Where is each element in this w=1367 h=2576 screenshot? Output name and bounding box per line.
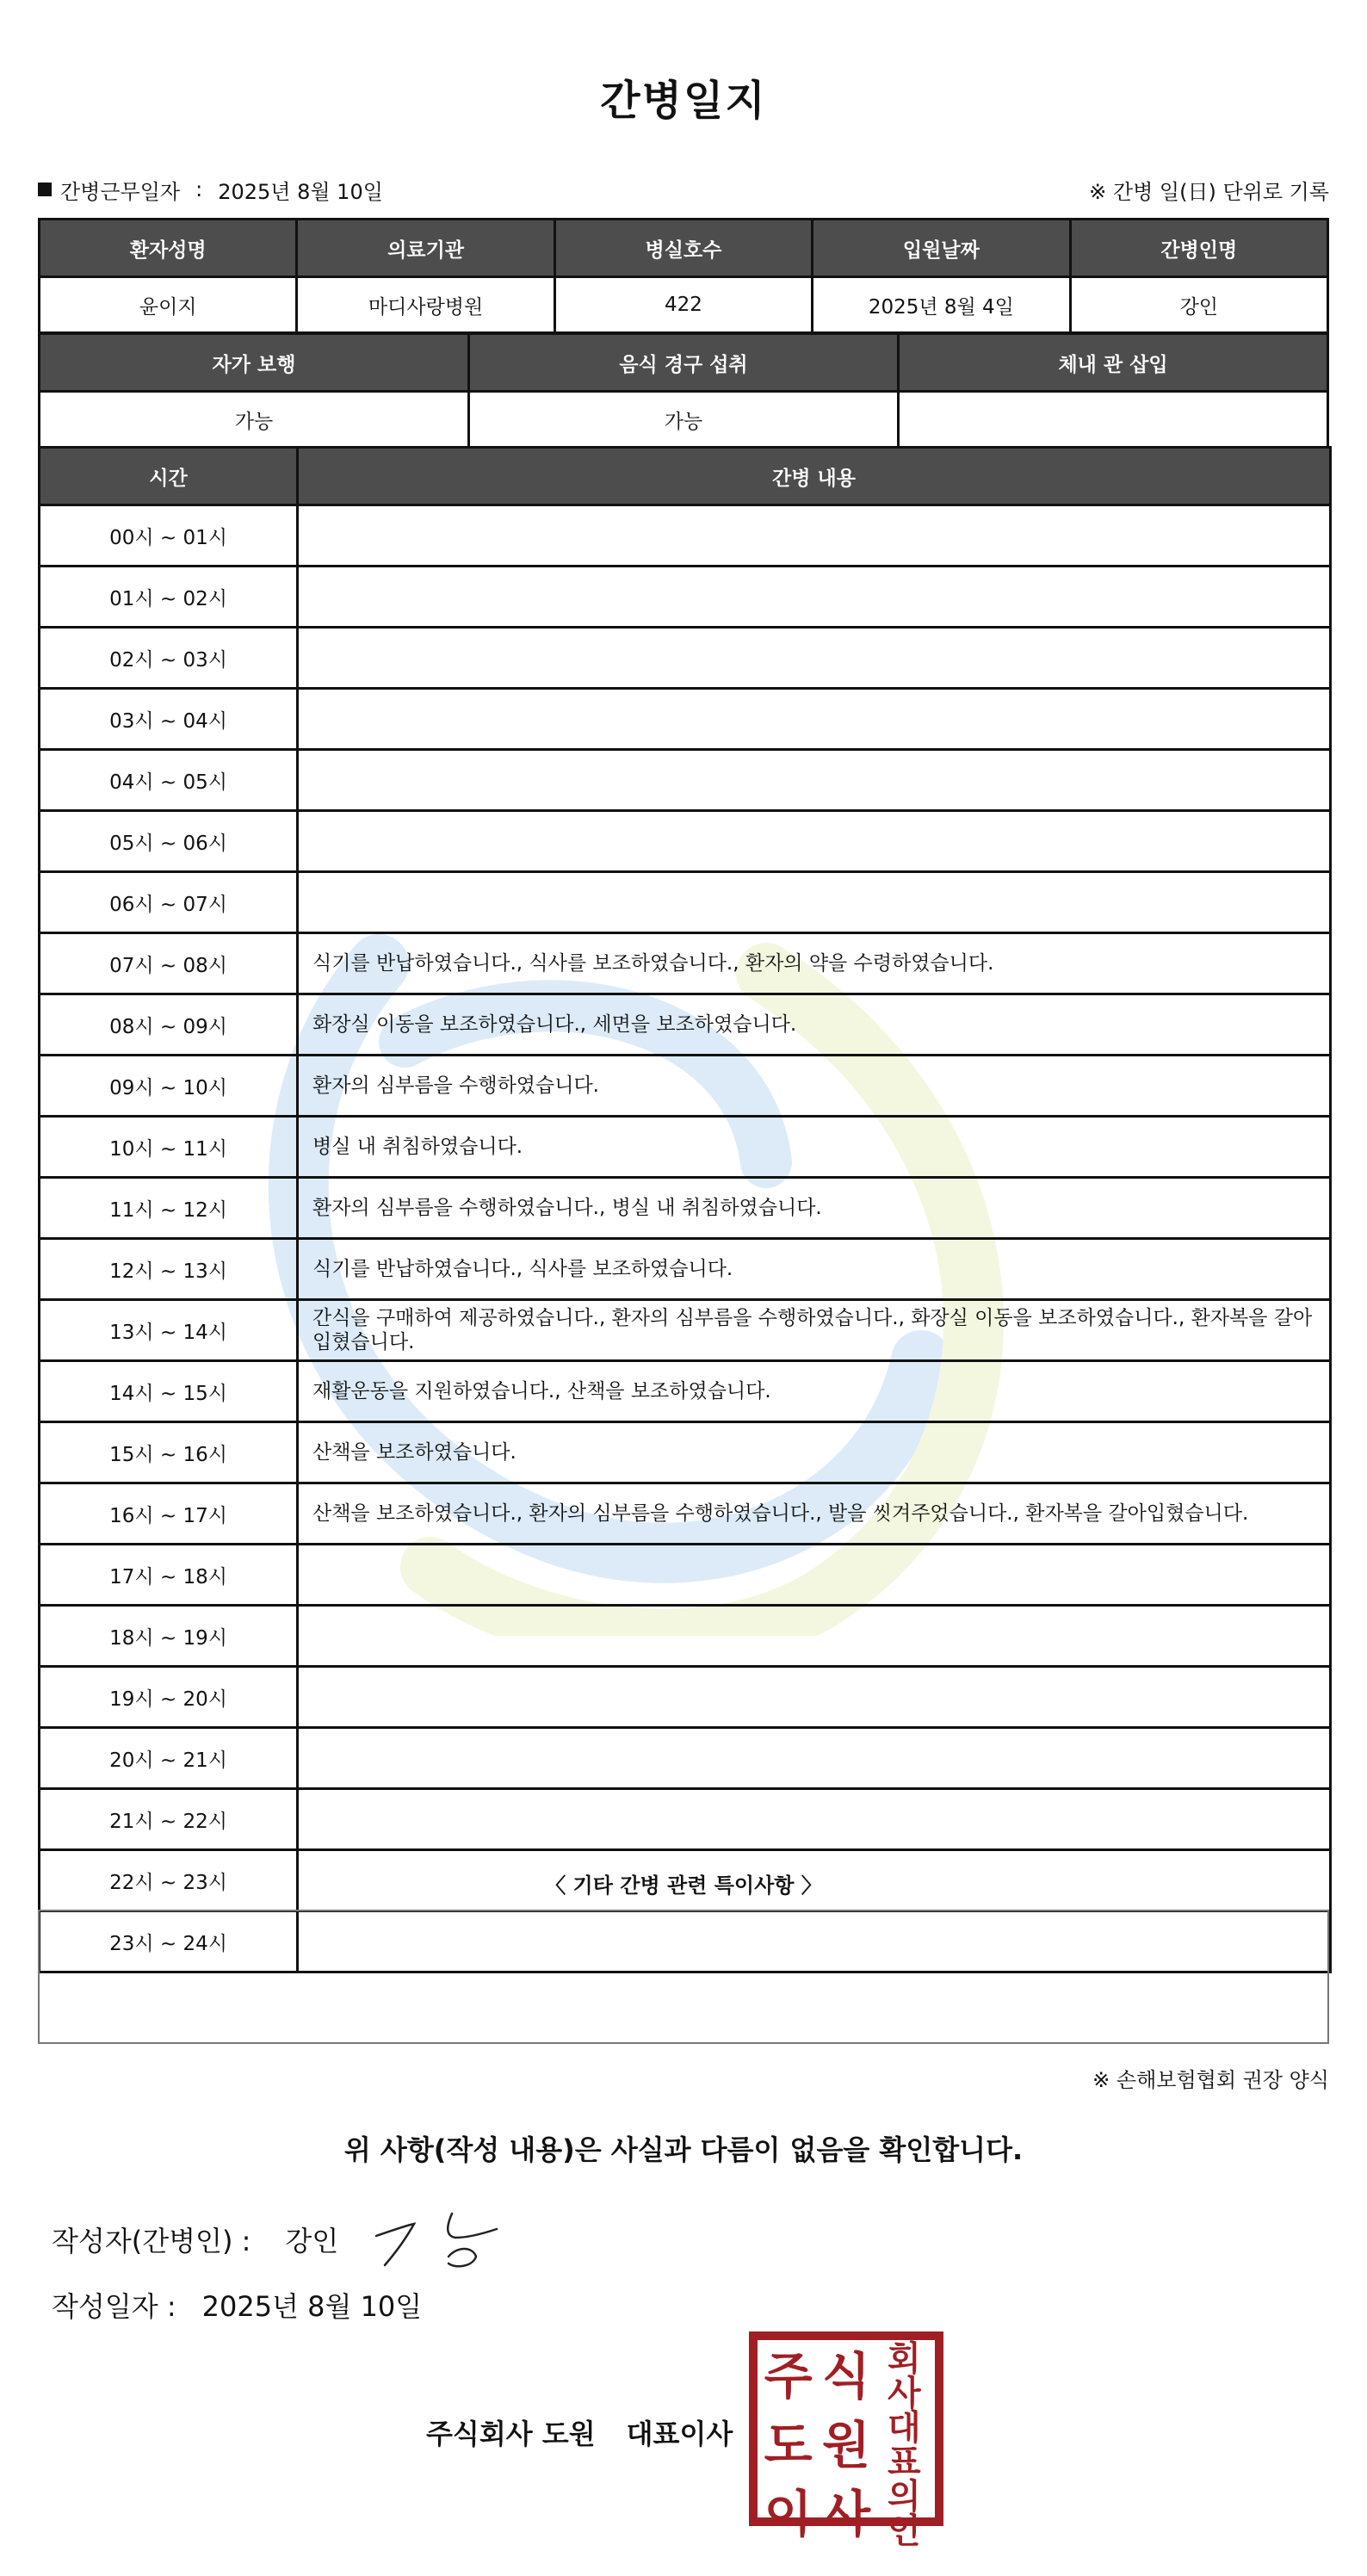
care-content bbox=[298, 750, 1331, 811]
header-tube: 체내 관 삽입 bbox=[899, 334, 1328, 392]
care-log-header-row bbox=[40, 448, 1331, 505]
care-log-row bbox=[40, 872, 1331, 933]
care-log-row bbox=[40, 933, 1331, 994]
work-date-group bbox=[38, 175, 383, 205]
time-slot: 11시 ~ 12시 bbox=[40, 1178, 298, 1239]
care-log-row bbox=[40, 1545, 1331, 1606]
meta-row bbox=[38, 174, 1329, 205]
time-slot: 13시 ~ 14시 bbox=[40, 1300, 298, 1361]
header-admission-date: 입원날짜 bbox=[813, 220, 1070, 277]
care-log-body bbox=[40, 505, 1331, 1972]
room-number: 422 bbox=[554, 277, 812, 333]
care-log-row bbox=[40, 505, 1331, 567]
care-log-row bbox=[40, 567, 1331, 628]
care-content bbox=[298, 505, 1331, 567]
time-slot: 17시 ~ 18시 bbox=[40, 1545, 298, 1606]
time-slot: 02시 ~ 03시 bbox=[40, 628, 298, 689]
patient-status-table bbox=[38, 332, 1329, 449]
unit-note: ※ 간병 일(日) 단위로 기록 bbox=[1089, 179, 1329, 204]
page-title: 간병일지 bbox=[600, 77, 767, 125]
care-content bbox=[298, 1789, 1331, 1850]
write-date: 2025년 8월 10일 bbox=[201, 2290, 423, 2323]
care-log-row bbox=[40, 1300, 1331, 1361]
writer-line bbox=[52, 2220, 338, 2259]
patient-header-row bbox=[40, 220, 1328, 277]
care-content: 식기를 반납하였습니다., 식사를 보조하였습니다., 환자의 약을 수령하였습니다. bbox=[298, 933, 1331, 994]
care-log-row bbox=[40, 1422, 1331, 1483]
tube-status bbox=[899, 392, 1328, 448]
seal-char: 도 bbox=[764, 2416, 813, 2474]
status-value-row bbox=[40, 392, 1328, 448]
time-slot: 06시 ~ 07시 bbox=[40, 872, 298, 933]
patient-name: 윤이지 bbox=[40, 277, 297, 333]
header-caregiver: 간병인명 bbox=[1070, 220, 1327, 277]
hospital: 마디사랑병원 bbox=[297, 277, 554, 333]
square-bullet-icon bbox=[38, 183, 52, 196]
status-header-row bbox=[40, 334, 1328, 392]
recommendation-note: ※ 손해보험협회 권장 양식 bbox=[1092, 2068, 1329, 2092]
care-content: 환자의 심부름을 수행하였습니다. bbox=[298, 1056, 1331, 1117]
header-patient-name: 환자성명 bbox=[40, 220, 297, 277]
time-slot: 18시 ~ 19시 bbox=[40, 1606, 298, 1667]
care-content: 재활운동을 지원하였습니다., 산책을 보조하였습니다. bbox=[298, 1361, 1331, 1422]
company-title: 대표이사 bbox=[626, 2418, 733, 2450]
care-content: 화장실 이동을 보조하였습니다., 세면을 보조하였습니다. bbox=[298, 994, 1331, 1056]
care-log-row bbox=[40, 628, 1331, 689]
time-slot: 16시 ~ 17시 bbox=[40, 1483, 298, 1545]
care-content bbox=[298, 567, 1331, 628]
header-hospital: 의료기관 bbox=[297, 220, 554, 277]
seal-char: 의인 bbox=[888, 2477, 921, 2551]
care-log-row bbox=[40, 1483, 1331, 1545]
write-date-line bbox=[52, 2285, 422, 2325]
time-slot: 08시 ~ 09시 bbox=[40, 994, 298, 1056]
time-slot: 10시 ~ 11시 bbox=[40, 1117, 298, 1178]
time-slot: 23시 ~ 24시 bbox=[40, 1911, 298, 1972]
care-content: 환자의 심부름을 수행하였습니다., 병실 내 취침하였습니다. bbox=[298, 1178, 1331, 1239]
seal-char: 식 bbox=[821, 2347, 870, 2406]
care-content: 산책을 보조하였습니다., 환자의 심부름을 수행하였습니다., 발을 씻겨주었습니다., 환자복을 갈아입혔습니다. bbox=[298, 1483, 1331, 1545]
patient-value-row bbox=[40, 277, 1328, 333]
header-time: 시간 bbox=[40, 448, 298, 505]
company-seal-stamp bbox=[749, 2331, 943, 2551]
work-date-label: 간병근무일자 bbox=[60, 179, 181, 204]
care-log-row bbox=[40, 1117, 1331, 1178]
patient-info-table bbox=[38, 218, 1329, 334]
time-slot: 07시 ~ 08시 bbox=[40, 933, 298, 994]
care-log-row bbox=[40, 1239, 1331, 1300]
time-slot: 03시 ~ 04시 bbox=[40, 689, 298, 750]
time-slot: 15시 ~ 16시 bbox=[40, 1422, 298, 1483]
time-slot: 04시 ~ 05시 bbox=[40, 750, 298, 811]
care-content bbox=[298, 872, 1331, 933]
care-log-row bbox=[40, 1361, 1331, 1422]
seal-char: 회사 bbox=[888, 2339, 921, 2413]
time-slot: 22시 ~ 23시 bbox=[40, 1850, 298, 1911]
time-slot: 19시 ~ 20시 bbox=[40, 1667, 298, 1728]
care-log-row bbox=[40, 750, 1331, 811]
caregiver-name: 강인 bbox=[1070, 277, 1327, 333]
time-slot: 00시 ~ 01시 bbox=[40, 505, 298, 567]
time-slot: 20시 ~ 21시 bbox=[40, 1728, 298, 1789]
care-content bbox=[298, 1728, 1331, 1789]
header-content: 간병 내용 bbox=[298, 448, 1331, 505]
time-slot: 09시 ~ 10시 bbox=[40, 1056, 298, 1117]
seal-char: 주 bbox=[764, 2347, 813, 2406]
seal-char: 사 bbox=[821, 2485, 870, 2543]
header-oral-intake: 음식 경구 섭취 bbox=[469, 334, 899, 392]
seal-char: 대표 bbox=[888, 2408, 921, 2482]
time-slot: 12시 ~ 13시 bbox=[40, 1239, 298, 1300]
care-log-row bbox=[40, 1667, 1331, 1728]
header-walking: 자가 보행 bbox=[40, 334, 469, 392]
care-content bbox=[298, 1667, 1331, 1728]
care-log-row bbox=[40, 1728, 1331, 1789]
time-slot: 01시 ~ 02시 bbox=[40, 567, 298, 628]
writer-name: 강인 bbox=[285, 2225, 339, 2257]
seal-char: 이 bbox=[764, 2485, 813, 2543]
time-slot: 14시 ~ 15시 bbox=[40, 1361, 298, 1422]
care-log-row bbox=[40, 1606, 1331, 1667]
notes-title: 〈 기타 간병 관련 특이사항 〉 bbox=[545, 1873, 822, 1898]
care-content: 식기를 반납하였습니다., 식사를 보조하였습니다. bbox=[298, 1239, 1331, 1300]
separator: : bbox=[195, 177, 203, 201]
header-room: 병실호수 bbox=[554, 220, 812, 277]
writer-label: 작성자(간병인) : bbox=[52, 2225, 251, 2257]
time-slot: 21시 ~ 22시 bbox=[40, 1789, 298, 1850]
care-log-row bbox=[40, 811, 1331, 872]
confirmation-statement: 위 사항(작성 내용)은 사실과 다름이 없음을 확인합니다. bbox=[343, 2133, 1024, 2166]
care-content bbox=[298, 1545, 1331, 1606]
signature-icon bbox=[366, 2200, 521, 2277]
care-content bbox=[298, 811, 1331, 872]
care-content: 산책을 보조하였습니다. bbox=[298, 1422, 1331, 1483]
write-date-label: 작성일자 : bbox=[52, 2290, 176, 2323]
care-content bbox=[298, 628, 1331, 689]
care-content bbox=[298, 689, 1331, 750]
admission-date: 2025년 8월 4일 bbox=[813, 277, 1070, 333]
care-log-row bbox=[40, 994, 1331, 1056]
time-slot: 05시 ~ 06시 bbox=[40, 811, 298, 872]
oral-intake-status: 가능 bbox=[469, 392, 899, 448]
company-line bbox=[426, 2412, 733, 2452]
care-log-row bbox=[40, 1178, 1331, 1239]
seal-char: 원 bbox=[821, 2416, 870, 2474]
notes-box bbox=[38, 1910, 1329, 2044]
care-content: 간식을 구매하여 제공하였습니다., 환자의 심부름을 수행하였습니다., 화장실 이동을 보조하였습니다., 환자복을 갈아입혔습니다. bbox=[298, 1300, 1331, 1361]
care-content: 병실 내 취침하였습니다. bbox=[298, 1117, 1331, 1178]
walking-status: 가능 bbox=[40, 392, 469, 448]
care-content bbox=[298, 1606, 1331, 1667]
care-log-row bbox=[40, 1056, 1331, 1117]
care-log-table bbox=[38, 446, 1332, 1973]
company-name: 주식회사 도원 bbox=[426, 2418, 596, 2450]
care-log-row bbox=[40, 689, 1331, 750]
work-date: 2025년 8월 10일 bbox=[218, 179, 383, 204]
care-log-row bbox=[40, 1789, 1331, 1850]
